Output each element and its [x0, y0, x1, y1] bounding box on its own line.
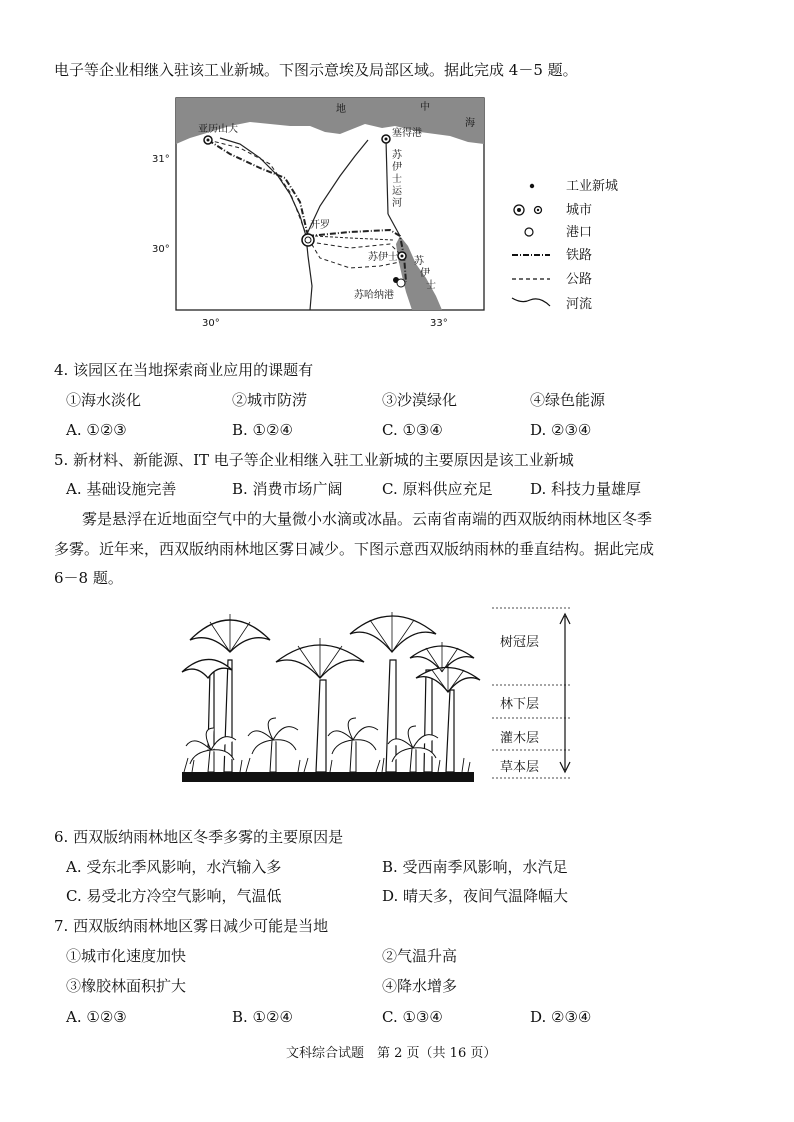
shrub-layer-label: 灌木层 [500, 731, 540, 746]
svg-text:伊: 伊 [420, 268, 430, 279]
svg-text:苏: 苏 [392, 150, 402, 161]
svg-text:铁路: 铁路 [566, 248, 593, 263]
q6-option-d: D. 晴天多，夜间气温降幅大 [382, 887, 569, 905]
svg-text:运: 运 [392, 186, 402, 197]
q4-option-c: C. ①③④ [382, 421, 443, 439]
q7-option-a: A. ①②③ [66, 1008, 127, 1026]
svg-text:城市: 城市 [566, 203, 593, 218]
map-legend [512, 179, 618, 312]
page-footer: 文科综合试题 第 2 页（共 16 页） [286, 1046, 497, 1061]
passage-line-2: 多雾。近年来，西双版纳雨林地区雾日减少。下图示意西双版纳雨林的垂直结构。据此完成 [54, 540, 655, 558]
q5-option-d: D. 科技力量雄厚 [530, 480, 642, 498]
svg-text:30°: 30° [152, 244, 170, 255]
svg-text:伊: 伊 [392, 162, 402, 173]
q7-item-4: ④降水增多 [382, 977, 458, 995]
q7-stem: 7. 西双版纳雨林地区雾日减少可能是当地 [54, 917, 329, 935]
q7-option-b: B. ①②④ [232, 1008, 293, 1026]
q4-item-4: ④绿色能源 [530, 391, 606, 409]
understory-layer-label: 林下层 [500, 697, 540, 712]
svg-text:工业新城: 工业新城 [566, 179, 619, 194]
q4-option-a: A. ①②③ [66, 421, 127, 439]
q6-option-b: B. 受西南季风影响，水汽足 [382, 858, 568, 876]
svg-text:河: 河 [392, 198, 402, 209]
svg-text:苏: 苏 [414, 256, 424, 267]
rainforest-diagram [180, 600, 600, 790]
svg-text:士: 士 [426, 280, 436, 291]
svg-text:33°: 33° [430, 318, 448, 329]
q4-option-d: D. ②③④ [530, 421, 592, 439]
q4-item-1: ①海水淡化 [66, 391, 142, 409]
q7-item-1: ①城市化速度加快 [66, 947, 187, 965]
svg-text:士: 士 [392, 174, 402, 185]
q4-stem: 4. 该园区在当地探索商业应用的课题有 [54, 361, 314, 379]
svg-text:开罗: 开罗 [310, 220, 330, 231]
intro-text: 电子等企业相继入驻该工业新城。下图示意埃及局部区域。据此完成 4－5 题。 [54, 61, 578, 79]
svg-text:苏哈纳港: 苏哈纳港 [354, 290, 394, 301]
q4-option-b: B. ①②④ [232, 421, 293, 439]
svg-text:中: 中 [420, 102, 430, 113]
q4-item-2: ②城市防涝 [232, 391, 308, 409]
q7-option-d: D. ②③④ [530, 1008, 592, 1026]
q6-stem: 6. 西双版纳雨林地区冬季多雾的主要原因是 [54, 828, 344, 846]
q5-option-b: B. 消费市场广阔 [232, 480, 343, 498]
q7-item-2: ②气温升高 [382, 947, 458, 965]
q6-option-a: A. 受东北季风影响，水汽输入多 [66, 858, 282, 876]
q7-item-3: ③橡胶林面积扩大 [66, 977, 187, 995]
q5-option-c: C. 原料供应充足 [382, 480, 493, 498]
svg-text:河流: 河流 [566, 297, 593, 312]
svg-text:港口: 港口 [566, 225, 593, 240]
herb-layer-label: 草本层 [500, 760, 540, 775]
passage-line-1: 雾是悬浮在近地面空气中的大量微小水滴或冰晶。云南省南端的西双版纳雨林地区冬季 [82, 510, 653, 528]
svg-text:苏伊士: 苏伊士 [368, 252, 398, 263]
q7-option-c: C. ①③④ [382, 1008, 443, 1026]
svg-text:亚历山大: 亚历山大 [198, 124, 238, 135]
q4-item-3: ③沙漠绿化 [382, 391, 458, 409]
passage-line-3: 6－8 题。 [54, 569, 123, 587]
svg-text:海: 海 [465, 118, 475, 129]
svg-text:30°: 30° [202, 318, 220, 329]
canopy-layer-label: 树冠层 [500, 635, 540, 650]
svg-text:塞得港: 塞得港 [392, 128, 422, 139]
svg-text:地: 地 [336, 104, 346, 115]
egypt-map [150, 96, 620, 330]
q5-stem: 5. 新材料、新能源、IT 电子等企业相继入驻工业新城的主要原因是该工业新城 [54, 451, 574, 469]
svg-text:公路: 公路 [566, 272, 593, 287]
q6-option-c: C. 易受北方冷空气影响，气温低 [66, 887, 282, 905]
svg-text:31°: 31° [152, 154, 170, 165]
q5-option-a: A. 基础设施完善 [66, 480, 177, 498]
